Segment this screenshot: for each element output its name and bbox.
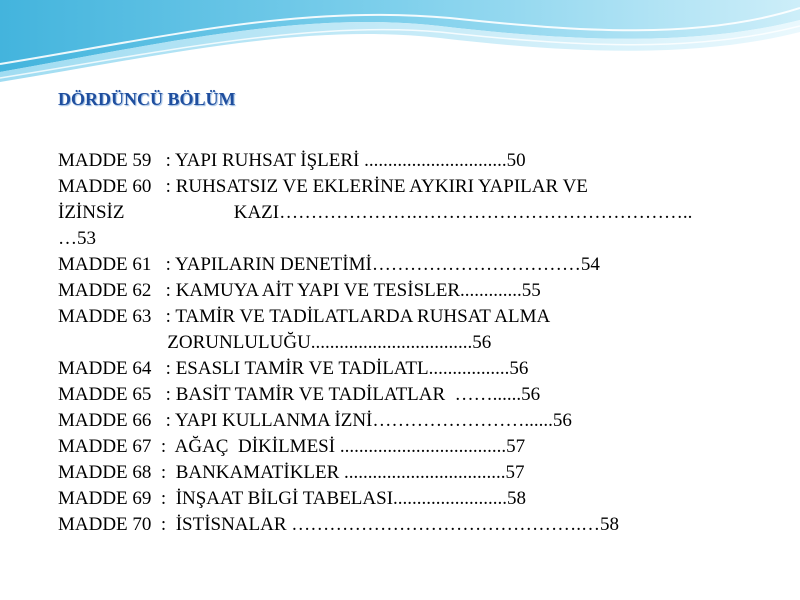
toc-line: MADDE 63 : TAMİR VE TADİLATLARDA RUHSAT ALMA — [58, 306, 551, 327]
toc-list — [58, 148, 778, 538]
toc-line: MADDE 70 : İSTİSNALAR ……………………………………….…58 — [58, 514, 620, 535]
toc-line: …53 — [58, 228, 96, 249]
toc-line: MADDE 59 : YAPI RUHSAT İŞLERİ ..............................50 — [58, 150, 526, 171]
slide-content — [58, 86, 778, 538]
toc-line: MADDE 60 : RUHSATSIZ VE EKLERİNE AYKIRI YAPILAR VE — [58, 176, 588, 197]
toc-line: MADDE 69 : İNŞAAT BİLGİ TABELASI........................58 — [58, 488, 527, 509]
toc-line: MADDE 65 : BASİT TAMİR VE TADİLATLAR ……......56 — [58, 384, 541, 405]
toc-line: İZİNSİZ KAZI………………….…………………………………….. — [58, 202, 693, 223]
wave-header-decoration — [0, 0, 800, 90]
toc-line: MADDE 64 : ESASLI TAMİR VE TADİLATL.................56 — [58, 358, 529, 379]
section-heading: DÖRDÜNCÜ BÖLÜM — [58, 89, 236, 109]
toc-line: MADDE 68 : BANKAMATİKLER ..................................57 — [58, 462, 525, 483]
toc-line: MADDE 62 : KAMUYA AİT YAPI VE TESİSLER.............55 — [58, 280, 541, 301]
toc-line: MADDE 61 : YAPILARIN DENETİMİ……………………………54 — [58, 254, 600, 275]
toc-line: MADDE 67 : AĞAÇ DİKİLMESİ ...................................57 — [58, 436, 526, 457]
toc-line: ZORUNLULUĞU..................................56 — [58, 332, 492, 353]
toc-line: MADDE 66 : YAPI KULLANMA İZNİ……………………......56 — [58, 410, 572, 431]
